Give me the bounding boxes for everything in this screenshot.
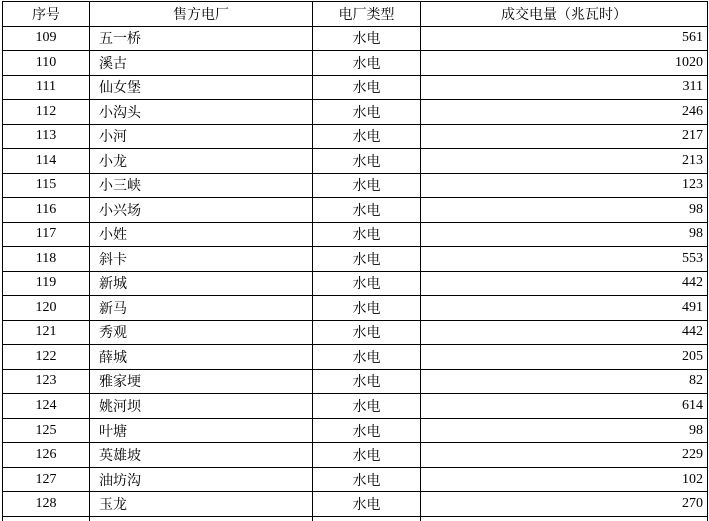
partial-plant-cell: [90, 517, 313, 521]
type-cell: 水电: [313, 345, 421, 370]
volume-cell: 98: [421, 419, 708, 444]
serial-cell: 120: [3, 296, 90, 321]
volume-cell: 442: [421, 321, 708, 346]
type-cell: 水电: [313, 492, 421, 517]
volume-cell: 270: [421, 492, 708, 517]
col-header-plant: 售方电厂: [90, 2, 313, 27]
plant-cell: 小沟头: [90, 100, 313, 125]
plant-cell: 叶塘: [90, 419, 313, 444]
volume-cell: 98: [421, 198, 708, 223]
col-header-serial: 序号: [3, 2, 90, 27]
serial-cell: 115: [3, 174, 90, 199]
volume-cell: 102: [421, 468, 708, 493]
plant-cell: 五一桥: [90, 27, 313, 52]
serial-cell: 109: [3, 27, 90, 52]
plant-cell: 秀观: [90, 321, 313, 346]
volume-cell: 229: [421, 443, 708, 468]
partial-serial-cell: [3, 517, 90, 521]
type-cell: 水电: [313, 443, 421, 468]
type-cell: 水电: [313, 296, 421, 321]
type-cell: 水电: [313, 223, 421, 248]
plant-cell: 溪古: [90, 51, 313, 76]
serial-cell: 119: [3, 272, 90, 297]
type-cell: 水电: [313, 51, 421, 76]
type-cell: 水电: [313, 174, 421, 199]
volume-cell: 213: [421, 149, 708, 174]
volume-cell: 123: [421, 174, 708, 199]
volume-cell: 561: [421, 27, 708, 52]
serial-cell: 113: [3, 125, 90, 150]
volume-cell: 491: [421, 296, 708, 321]
volume-cell: 205: [421, 345, 708, 370]
volume-cell: 442: [421, 272, 708, 297]
plant-cell: 油坊沟: [90, 468, 313, 493]
plant-cell: 小河: [90, 125, 313, 150]
serial-cell: 122: [3, 345, 90, 370]
type-cell: 水电: [313, 149, 421, 174]
type-cell: 水电: [313, 321, 421, 346]
volume-cell: 82: [421, 370, 708, 395]
serial-cell: 124: [3, 394, 90, 419]
serial-cell: 127: [3, 468, 90, 493]
serial-cell: 117: [3, 223, 90, 248]
serial-cell: 112: [3, 100, 90, 125]
plant-cell: 姚河坝: [90, 394, 313, 419]
plant-cell: 小姓: [90, 223, 313, 248]
plant-cell: 新城: [90, 272, 313, 297]
volume-cell: 1020: [421, 51, 708, 76]
serial-cell: 114: [3, 149, 90, 174]
plant-cell: 薛城: [90, 345, 313, 370]
type-cell: 水电: [313, 370, 421, 395]
type-cell: 水电: [313, 394, 421, 419]
plant-cell: 小三峡: [90, 174, 313, 199]
type-cell: 水电: [313, 419, 421, 444]
serial-cell: 123: [3, 370, 90, 395]
plant-cell: 英雄坡: [90, 443, 313, 468]
volume-cell: 246: [421, 100, 708, 125]
volume-cell: 311: [421, 76, 708, 101]
serial-cell: 118: [3, 247, 90, 272]
type-cell: 水电: [313, 76, 421, 101]
plant-cell: 小兴场: [90, 198, 313, 223]
plant-cell: 雅家埂: [90, 370, 313, 395]
serial-cell: 116: [3, 198, 90, 223]
volume-cell: 614: [421, 394, 708, 419]
type-cell: 水电: [313, 468, 421, 493]
plant-cell: 斜卡: [90, 247, 313, 272]
serial-cell: 110: [3, 51, 90, 76]
partial-type-cell: [313, 517, 421, 521]
plant-cell: 新马: [90, 296, 313, 321]
type-cell: 水电: [313, 27, 421, 52]
volume-cell: 553: [421, 247, 708, 272]
type-cell: 水电: [313, 247, 421, 272]
type-cell: 水电: [313, 198, 421, 223]
plant-cell: 玉龙: [90, 492, 313, 517]
type-cell: 水电: [313, 272, 421, 297]
type-cell: 水电: [313, 125, 421, 150]
partial-volume-cell: [421, 517, 708, 521]
serial-cell: 111: [3, 76, 90, 101]
serial-cell: 126: [3, 443, 90, 468]
volume-cell: 98: [421, 223, 708, 248]
plant-cell: 小龙: [90, 149, 313, 174]
volume-cell: 217: [421, 125, 708, 150]
col-header-volume: 成交电量（兆瓦时）: [421, 2, 708, 27]
serial-cell: 121: [3, 321, 90, 346]
serial-cell: 128: [3, 492, 90, 517]
plant-cell: 仙女堡: [90, 76, 313, 101]
type-cell: 水电: [313, 100, 421, 125]
col-header-type: 电厂类型: [313, 2, 421, 27]
power-plant-table: [2, 1, 708, 521]
serial-cell: 125: [3, 419, 90, 444]
